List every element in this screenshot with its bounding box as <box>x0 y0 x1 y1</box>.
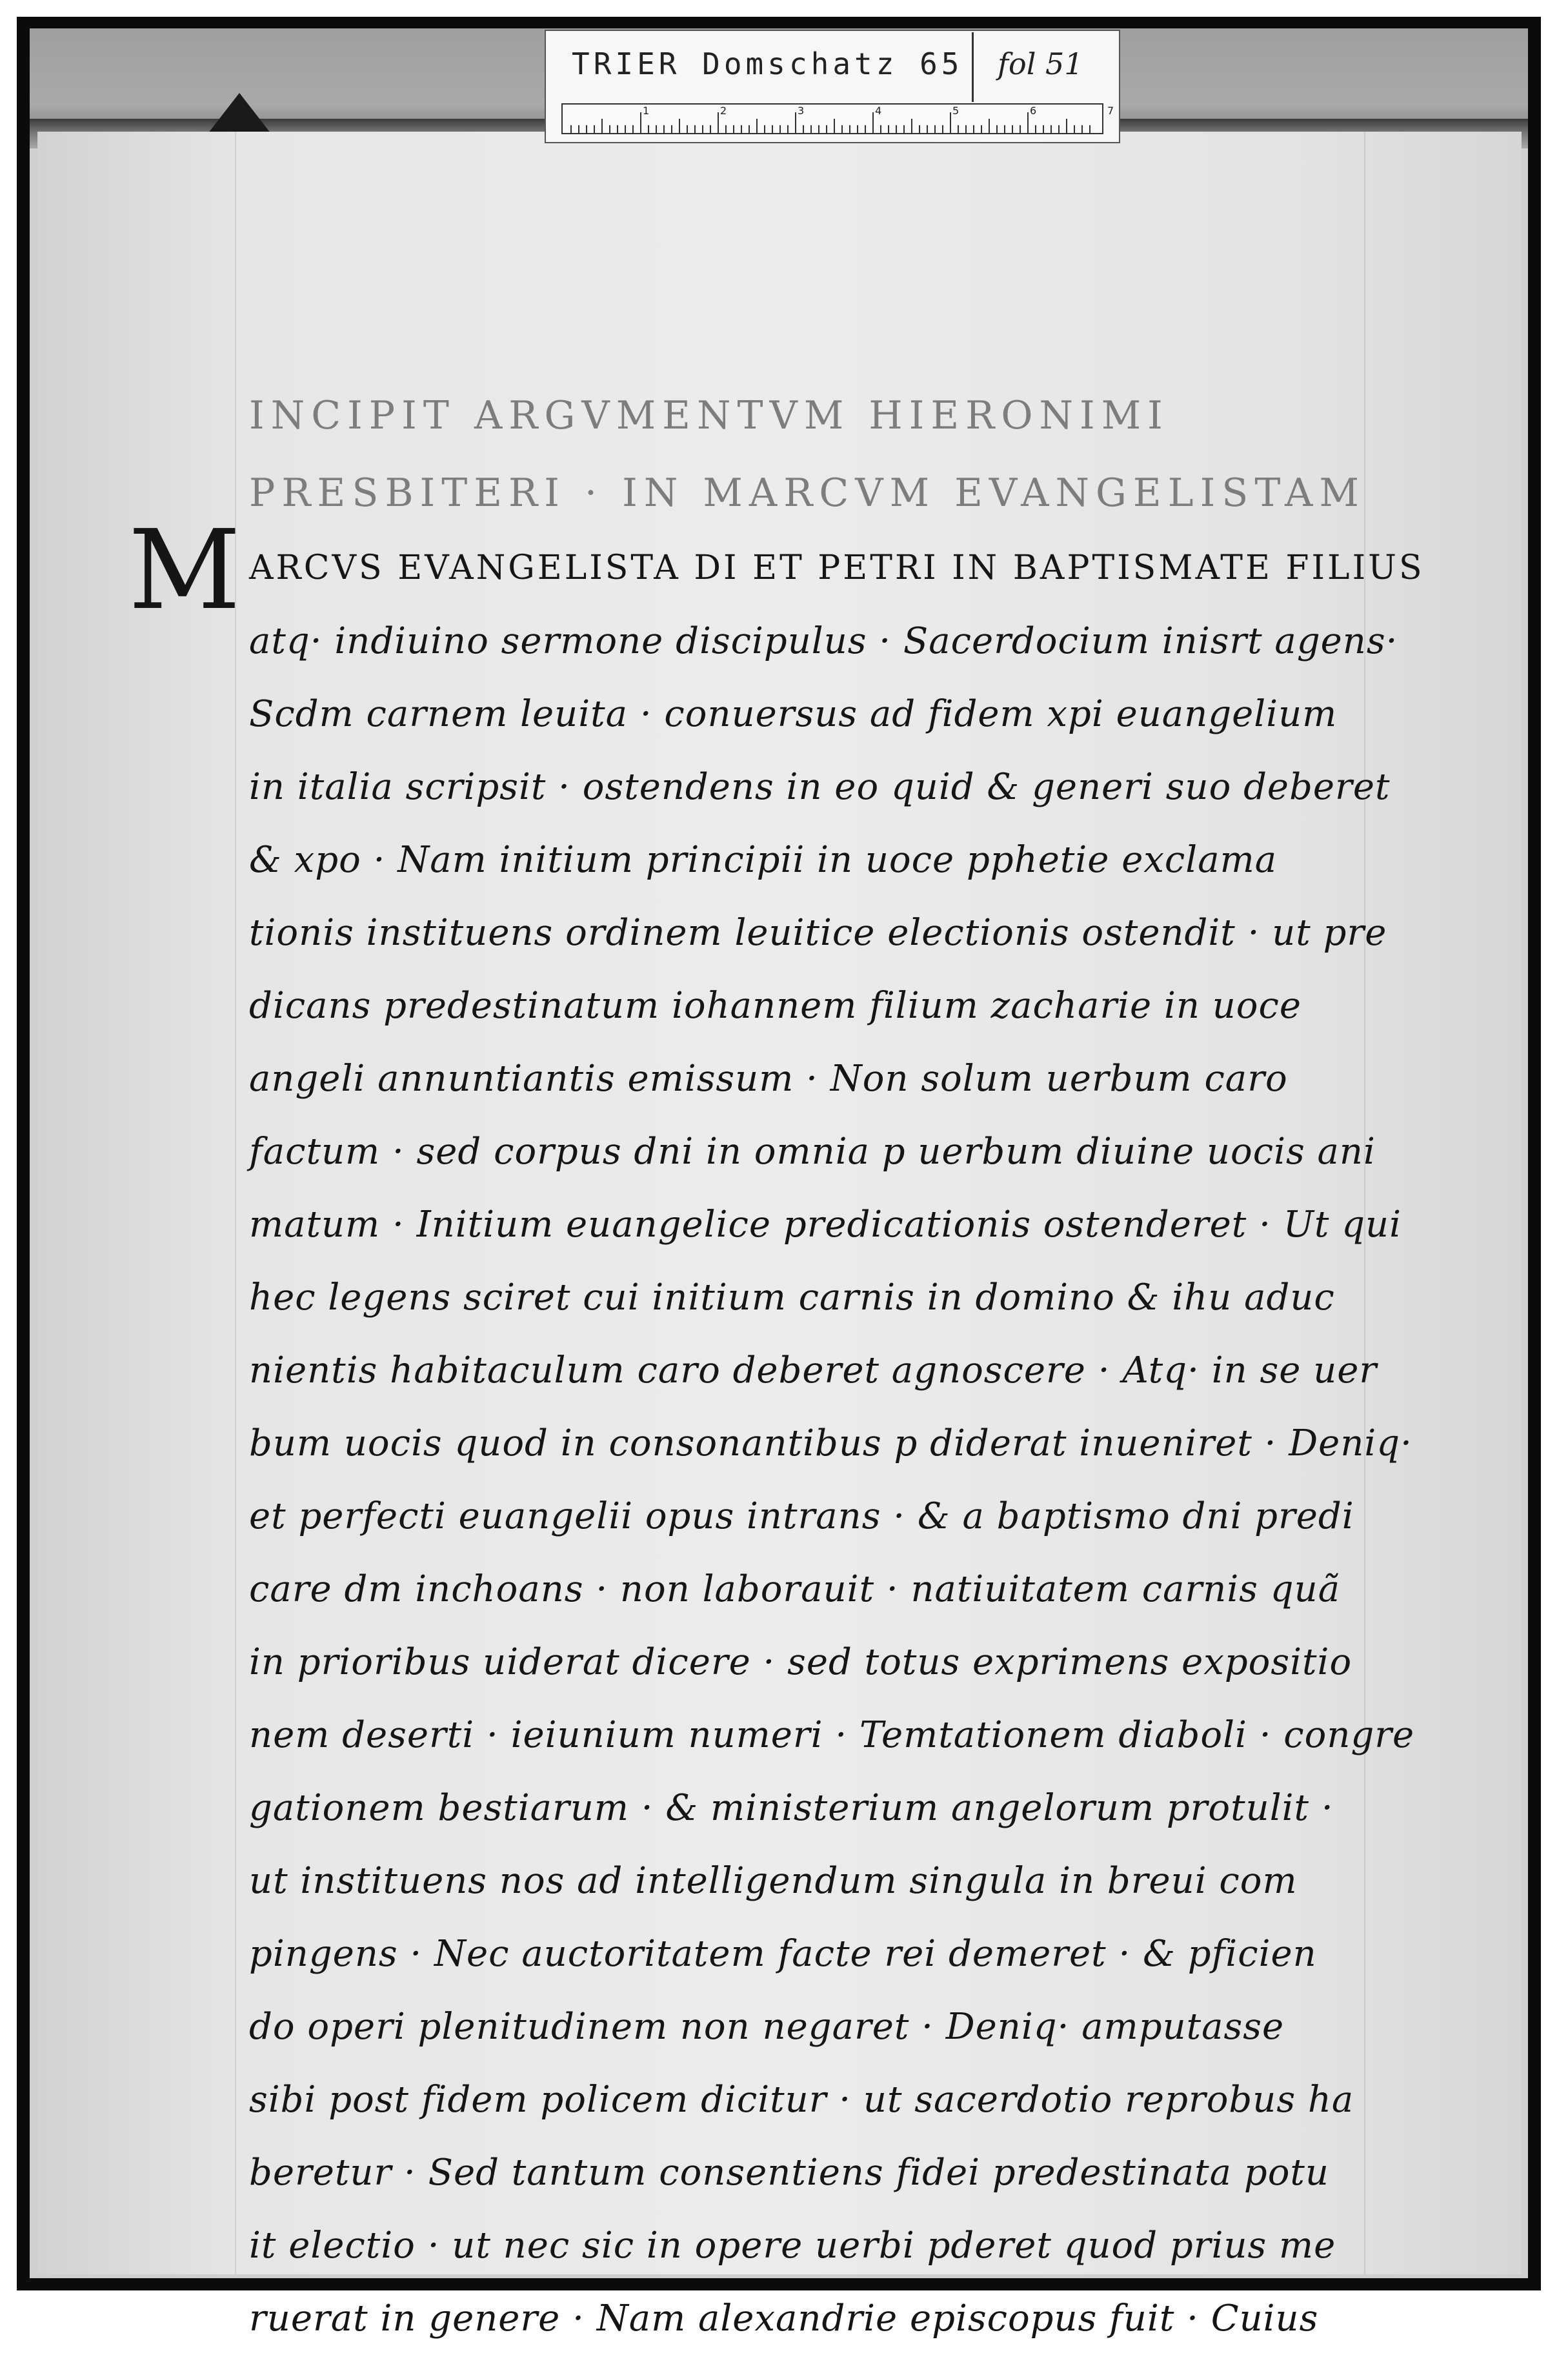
ruler-tick <box>934 125 936 133</box>
ruler-tick <box>694 125 696 133</box>
ruler-tick <box>1035 125 1036 133</box>
ruler-tick <box>919 125 920 133</box>
text-block <box>249 377 1425 2355</box>
text-line: it electio · ut nec sic in opere uerbi pderet quod prius me <box>249 2225 1336 2267</box>
ruler-tick <box>586 125 587 133</box>
ruler-tick <box>841 125 843 133</box>
text-line: pingens · Nec auctoritatem facte rei demeret · & pficien <box>249 1933 1317 1975</box>
ruler-tick <box>958 125 959 133</box>
ruler-tick <box>663 125 665 133</box>
ruler-tick <box>1058 125 1060 133</box>
label-divider <box>972 32 974 102</box>
text-line: ut instituens nos ad intelligendum singula in breui com <box>249 1860 1298 1902</box>
text-line: care dm inchoans · non laborauit · natiuitatem carnis quã <box>249 1568 1341 1610</box>
ruler-tick <box>1012 125 1013 133</box>
ruler-tick <box>888 125 889 133</box>
ruler-tick <box>1089 125 1091 133</box>
text-line: dicans predestinatum iohannem filium zacharie in uoce <box>249 985 1302 1027</box>
ruler-tick <box>1020 125 1021 133</box>
ruler-tick <box>803 125 804 133</box>
ruler-tick <box>570 125 572 133</box>
ruler-tick <box>849 125 850 133</box>
ruler-tick <box>1004 125 1005 133</box>
text-line: in prioribus uiderat dicere · sed totus exprimens expositio <box>249 1641 1352 1683</box>
ruler-tick <box>896 125 897 133</box>
ruler-tick <box>927 125 928 133</box>
shelfmark-text: TRIER Domschatz 65 <box>572 46 963 81</box>
text-line: gationem bestiarum · & ministerium angelorum protulit · <box>249 1787 1334 1829</box>
ruler-tick <box>1027 112 1029 133</box>
decorated-initial: M <box>128 507 241 634</box>
ruler-tick <box>880 125 881 133</box>
ruler-number: 3 <box>798 105 805 117</box>
ruler-tick <box>609 125 610 133</box>
ruler-tick <box>818 125 819 133</box>
ruler-tick <box>1074 125 1075 133</box>
ruler-tick <box>656 125 657 133</box>
ruler-tick <box>981 125 982 133</box>
ruler-tick <box>872 112 874 133</box>
ruler-tick <box>648 125 649 133</box>
ruler-tick <box>989 119 990 133</box>
ruler-tick <box>779 125 781 133</box>
scale-ruler <box>561 103 1114 134</box>
ruler-tick <box>903 125 905 133</box>
ruler-tick <box>687 125 688 133</box>
ruler-tick <box>749 125 750 133</box>
heading-line-2: PRESBITERI · IN MARCVM EVANGELISTAM <box>249 470 1365 516</box>
ruler-tick <box>671 125 672 133</box>
ruler-number: 7 <box>1107 105 1114 117</box>
text-line: factum · sed corpus dni in omnia p uerbum diuine uocis ani <box>249 1131 1376 1173</box>
ruler-tick <box>810 125 812 133</box>
manuscript-photo <box>30 28 1528 2340</box>
heading-line-1: INCIPIT ARGVMENTVM HIERONIMI <box>249 393 1169 438</box>
ruler-number: 6 <box>1030 105 1037 117</box>
text-line: sibi post fidem policem dicitur · ut sacerdotio reprobus ha <box>249 2079 1354 2121</box>
ruler-tick <box>772 125 773 133</box>
folio-number: fol 51 <box>998 46 1083 81</box>
ruler-tick <box>756 119 758 133</box>
ruler-tick <box>826 125 827 133</box>
ruler-tick <box>625 125 626 133</box>
ruling-line-left <box>235 132 236 2274</box>
ruler-tick <box>594 125 595 133</box>
ruler-tick <box>973 125 974 133</box>
text-line: do operi plenitudinem non negaret · Deniq· amputasse <box>249 2006 1285 2048</box>
ruler-tick <box>965 125 967 133</box>
ruler-number: 1 <box>643 105 650 117</box>
ruler-tick <box>601 119 603 133</box>
text-line: bum uocis quod in consonantibus p diderat inueniret · Deniq· <box>249 1422 1412 1464</box>
ruler-number: 4 <box>875 105 882 117</box>
ruler-tick <box>795 112 796 133</box>
ruler-tick <box>617 125 618 133</box>
text-line: ruerat in genere · Nam alexandrie episcopus fuit · Cuius <box>249 2298 1319 2340</box>
text-line: nientis habitaculum caro deberet agnoscere · Atq· in se uer <box>249 1349 1378 1391</box>
ruler-tick <box>710 125 711 133</box>
ruler-tick <box>1050 125 1052 133</box>
text-line: nem deserti · ieiunium numeri · Temtationem diaboli · congre <box>249 1714 1415 1756</box>
ruler-number: 2 <box>720 105 727 117</box>
ruler-tick <box>679 119 680 133</box>
ruler-tick <box>911 119 912 133</box>
ruler-tick <box>578 125 579 133</box>
ruler-tick <box>942 125 943 133</box>
text-line: tionis instituens ordinem leuitice electionis ostendit · ut pre <box>249 912 1387 954</box>
ruler-tick <box>996 125 998 133</box>
ruler-tick <box>733 125 734 133</box>
ruler-tick <box>764 125 765 133</box>
ruler-tick <box>834 119 835 133</box>
ruler-number: 5 <box>952 105 960 117</box>
shelfmark-label <box>545 30 1120 143</box>
ruler-tick <box>640 112 641 133</box>
text-line: beretur · Sed tantum consentiens fidei predestinata potu <box>249 2152 1329 2194</box>
ruler-tick <box>725 125 727 133</box>
ruler-tick <box>1066 119 1067 133</box>
ruler-tick <box>1043 125 1044 133</box>
text-line: angeli annuntiantis emissum · Non solum uerbum caro <box>249 1058 1288 1100</box>
photo-frame <box>17 17 1541 2340</box>
ruler-tick <box>702 125 703 133</box>
ruler-tick <box>857 125 858 133</box>
ruler-tick <box>950 112 951 133</box>
ruler-tick <box>632 125 634 133</box>
text-line: in italia scripsit · ostendens in eo quid & generi suo deberet <box>249 766 1391 808</box>
ruler-tick <box>741 125 742 133</box>
text-line: Scdm carnem leuita · conuersus ad fidem xpi euangelium <box>249 693 1338 735</box>
text-line: atq· indiuino sermone discipulus · Sacerdocium inisrt agens· <box>249 620 1398 662</box>
text-line: & xpo · Nam initium principii in uoce pphetie exclama <box>249 839 1278 881</box>
ruler-tick <box>1081 125 1083 133</box>
text-line: matum · Initium euangelice predicationis ostenderet · Ut qui <box>249 1204 1402 1246</box>
text-line: et perfecti euangelii opus intrans · & a baptismo dni predi <box>249 1495 1354 1537</box>
ruler-tick <box>718 112 719 133</box>
text-line: ARCVS EVANGELISTA DI ET PETRI IN BAPTISMATE FILIUS <box>249 549 1425 587</box>
ruler-tick <box>787 125 789 133</box>
text-line: hec legens sciret cui initium carnis in domino & ihu aduc <box>249 1277 1335 1319</box>
ruler-tick <box>865 125 866 133</box>
